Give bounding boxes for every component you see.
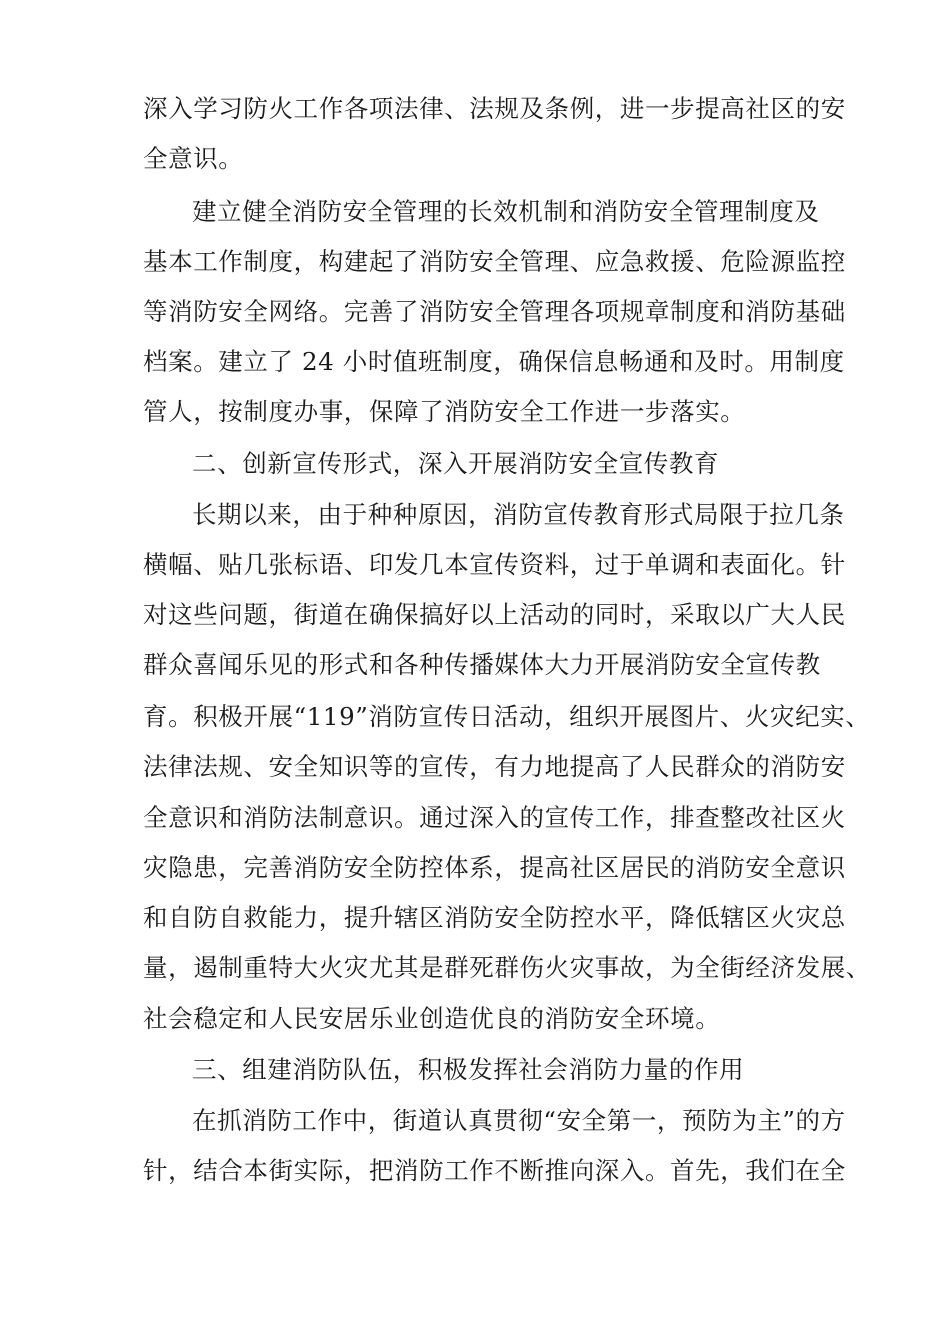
paragraph-start-line: 在抓消防工作中，街道认真贯彻“安全第一，预防为主”的方 <box>192 1106 846 1135</box>
text-line: 管人，按制度办事，保障了消防安全工作进一步落实。 <box>143 397 746 426</box>
text-line: 和自防自救能力，提升辖区消防安全防控水平，降低辖区火灾总 <box>143 903 846 932</box>
text-line: 档案。建立了 24 小时值班制度，确保信息畅通和及时。用制度 <box>143 347 845 376</box>
text-line: 深入学习防火工作各项法律、法规及条例，进一步提高社区的安 <box>143 94 846 123</box>
text-line: 横幅、贴几张标语、印发几本宣传资料，过于单调和表面化。针 <box>143 550 846 579</box>
text-line: 对这些问题，街道在确保搞好以上活动的同时，采取以广大人民 <box>143 600 846 629</box>
text-line: 等消防安全网络。完善了消防安全管理各项规章制度和消防基础 <box>143 297 846 326</box>
paragraph-start-line: 建立健全消防安全管理的长效机制和消防安全管理制度及 <box>192 197 820 226</box>
text-line: 基本工作制度，构建起了消防安全管理、应急救援、危险源监控 <box>143 247 846 276</box>
text-line: 灾隐患，完善消防安全防控体系，提高社区居民的消防安全意识 <box>143 853 846 882</box>
text-line: 社会稳定和人民安居乐业创造优良的消防安全环境。 <box>143 1004 721 1033</box>
paragraph-start-line: 长期以来，由于种种原因，消防宣传教育形式局限于拉几条 <box>192 500 845 529</box>
text-line: 育。积极开展“119”消防宣传日活动，组织开展图片、火灾纪实、 <box>143 702 871 731</box>
text-line: 全意识和消防法制意识。通过深入的宣传工作，排查整改社区火 <box>143 803 846 832</box>
section-heading: 二、创新宣传形式，深入开展消防安全宣传教育 <box>192 449 720 478</box>
text-line: 群众喜闻乐见的形式和各种传播媒体大力开展消防安全宣传教 <box>143 650 821 679</box>
text-line: 法律法规、安全知识等的宣传，有力地提高了人民群众的消防安 <box>143 752 846 781</box>
text-line: 全意识。 <box>143 144 244 173</box>
section-heading: 三、组建消防队伍，积极发挥社会消防力量的作用 <box>192 1055 745 1084</box>
text-line: 针，结合本街实际，把消防工作不断推向深入。首先，我们在全 <box>143 1156 846 1185</box>
text-line: 量，遏制重特大火灾尤其是群死群伤火灾事故，为全街经济发展、 <box>143 953 871 982</box>
